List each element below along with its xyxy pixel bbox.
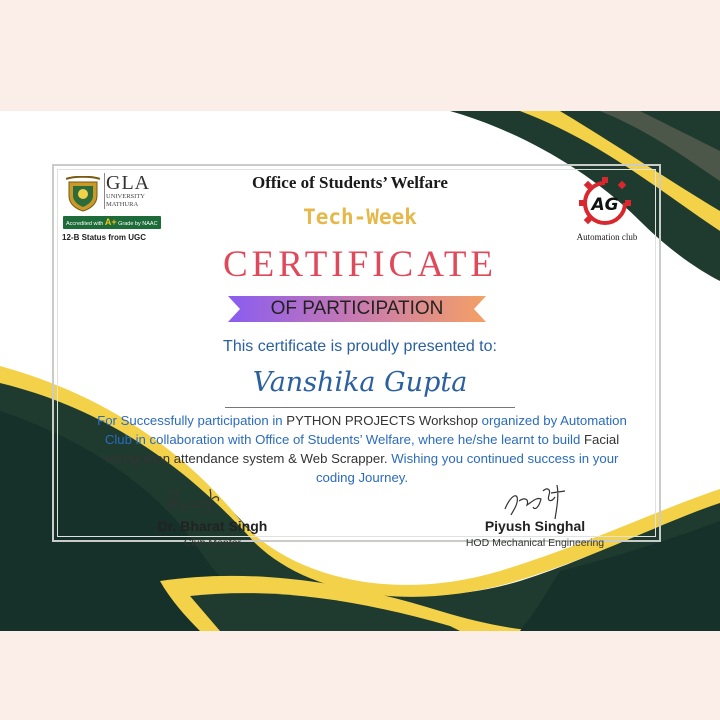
body-part-5: Wishing you continued success in your coding Journey.: [315, 451, 619, 485]
logo-divider: [104, 173, 105, 209]
certificate: [0, 111, 720, 631]
certificate-body: [92, 411, 632, 487]
certificate-title: CERTIFICATE: [222, 244, 498, 285]
svg-text:AG: AG: [591, 195, 619, 215]
hod-role: HOD Mechanical Engineering: [465, 537, 605, 549]
recipient-name: Vanshika Gupta: [252, 367, 468, 398]
ugc-status: 12-B Status from UGC: [62, 233, 147, 242]
club-logo-caption: Automation club: [576, 232, 638, 242]
ribbon-label: OF PARTICIPATION: [270, 298, 444, 319]
signature-hod: [495, 479, 580, 523]
university-emblem-icon: [66, 176, 100, 212]
body-part-3: organized by Automation Club in collaboration with Office of Students’ Welfare, where he/she learnt to build: [104, 413, 627, 447]
naac-badge: Accredited with A+ Grade by NAAC: [63, 216, 161, 229]
event-name: Tech-Week: [303, 205, 417, 229]
presented-line: This certificate is proudly presented to:: [223, 338, 497, 355]
name-underline: [225, 407, 515, 408]
office-heading: Office of Students’ Welfare: [252, 173, 448, 192]
automation-club-logo-icon: [575, 177, 635, 225]
body-projects: Facial recognition attendance system & Web Scrapper.: [105, 432, 620, 466]
university-name: GLA: [106, 172, 151, 194]
university-subtitle: UNIVERSITY MATHURA: [106, 193, 145, 208]
body-part-1: For Successfully participation in: [97, 413, 287, 428]
mentor-role: Club Mentor: [183, 537, 242, 549]
hod-name: Piyush Singhal: [484, 518, 586, 534]
signature-mentor: [150, 481, 240, 521]
mentor-name: Dr. Bharat Singh: [157, 518, 268, 534]
body-workshop: PYTHON PROJECTS Workshop: [286, 413, 479, 428]
